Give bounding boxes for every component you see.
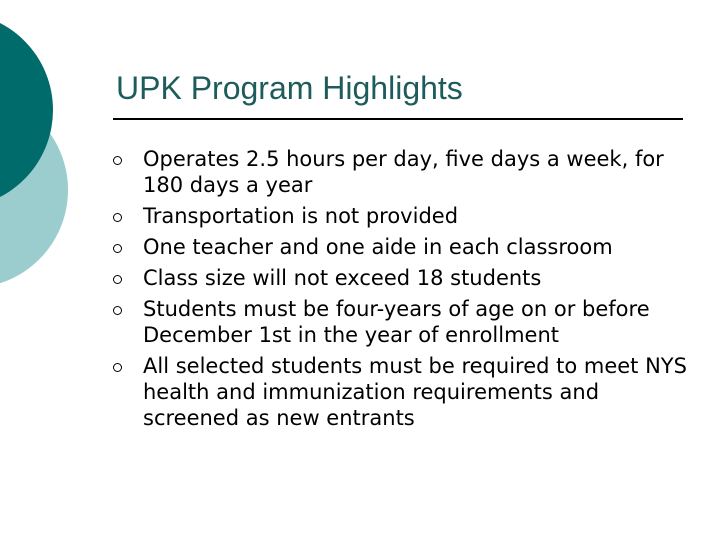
hollow-circle-icon [113, 244, 122, 253]
bullet-item [113, 203, 693, 229]
bullet-item [113, 234, 693, 260]
bullet-text: Class size will not exceed 18 students [143, 266, 542, 290]
hollow-circle-icon [113, 275, 122, 284]
bullet-text: All selected students must be required to meet NYS health and immunization requirements and screened as new entrants [143, 354, 687, 430]
slide-title: UPK Program Highlights [116, 70, 463, 106]
hollow-circle-icon [113, 306, 122, 315]
bullet-item [113, 296, 693, 348]
bullet-item [113, 265, 693, 291]
hollow-circle-icon [113, 213, 122, 222]
bullet-item [113, 146, 693, 198]
decorative-circles [0, 0, 80, 300]
bullet-text: One teacher and one aide in each classroom [143, 235, 613, 259]
bullet-item [113, 353, 693, 431]
title-divider [113, 118, 683, 120]
bullet-text: Operates 2.5 hours per day, five days a week, for 180 days a year [143, 147, 664, 197]
bullet-text: Transportation is not provided [143, 204, 459, 228]
hollow-circle-icon [113, 363, 122, 372]
bullet-list [113, 146, 693, 436]
hollow-circle-icon [113, 156, 122, 165]
bullet-text: Students must be four-years of age on or before December 1st in the year of enrollment [143, 297, 650, 347]
